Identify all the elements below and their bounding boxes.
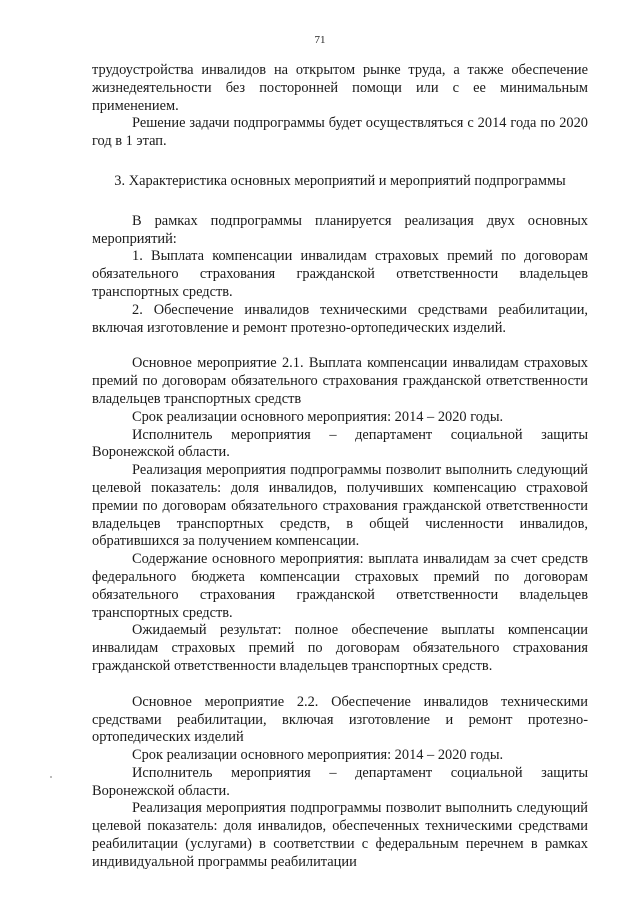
- measure-2-2-title: Основное мероприятие 2.2. Обеспечение инвалидов техническими средствами реабилитации, включая изготовление и ремонт протезно-ортопедических изделий: [92, 693, 588, 746]
- measure-2-2-executor: Исполнитель мероприятия – департамент социальной защиты Воронежской области.: [92, 764, 588, 799]
- section-heading: 3. Характеристика основных мероприятий и мероприятий подпрограммы: [114, 172, 566, 189]
- paragraph-task-timeline: Решение задачи подпрограммы будет осуществляться с 2014 года по 2020 год в 1 этап.: [92, 115, 588, 150]
- document-body: [92, 62, 588, 872]
- list-item-measure-2: 2. Обеспечение инвалидов техническими средствами реабилитации, включая изготовление и ремонт протезно-ортопедических изделий.: [92, 301, 588, 336]
- paragraph-continuation: трудоустройства инвалидов на открытом рынке труда, а также обеспечение жизнедеятельности без посторонней помощи или с ее минимальным применением.: [92, 62, 588, 114]
- measure-2-2-indicator: Реализация мероприятия подпрограммы позволит выполнить следующий целевой показатель: доля инвалидов, обеспеченных техническими средствами реабилитации (услугами) в соответствии с федеральным перечнем в рамках индивидуальной программы реабилитации: [92, 800, 588, 870]
- measure-2-1-executor: Исполнитель мероприятия – департамент социальной защиты Воронежской области.: [92, 426, 588, 461]
- measure-2-1-content: Содержание основного мероприятия: выплата инвалидам за счет средств федерального бюджета компенсации страховых премий по договорам обязательного страхования гражданской ответственности владельцев транспортных средств.: [92, 551, 588, 621]
- page-number: 71: [314, 34, 326, 46]
- measure-2-1-title: Основное мероприятие 2.1. Выплата компенсации инвалидам страховых премий по договорам обязательного страхования гражданской ответственности владельцев транспортных средств: [92, 355, 588, 407]
- scan-speck: [50, 776, 52, 778]
- measure-2-1-period: Срок реализации основного мероприятия: 2014 – 2020 годы.: [132, 408, 504, 425]
- measure-2-1-result: Ожидаемый результат: полное обеспечение выплаты компенсации инвалидам страховых премий по договорам обязательного страхования гражданской ответственности владельцев транспортных средств.: [92, 622, 588, 674]
- paragraph-intro-measures: В рамках подпрограммы планируется реализация двух основных мероприятий:: [92, 212, 588, 247]
- measure-2-1-indicator: Реализация мероприятия подпрограммы позволит выполнить следующий целевой показатель: доля инвалидов, получивших компенсацию страховой премии по договорам обязательного страхования гражданской ответственности владельцев транспортных средств, в общей численности инвалидов, обратившихся за получением компенсации.: [92, 462, 588, 550]
- measure-2-2-period: Срок реализации основного мероприятия: 2014 – 2020 годы.: [132, 747, 504, 764]
- list-item-measure-1: 1. Выплата компенсации инвалидам страховых премий по договорам обязательного страхования гражданской ответственности владельцев транспортных средств.: [92, 248, 588, 300]
